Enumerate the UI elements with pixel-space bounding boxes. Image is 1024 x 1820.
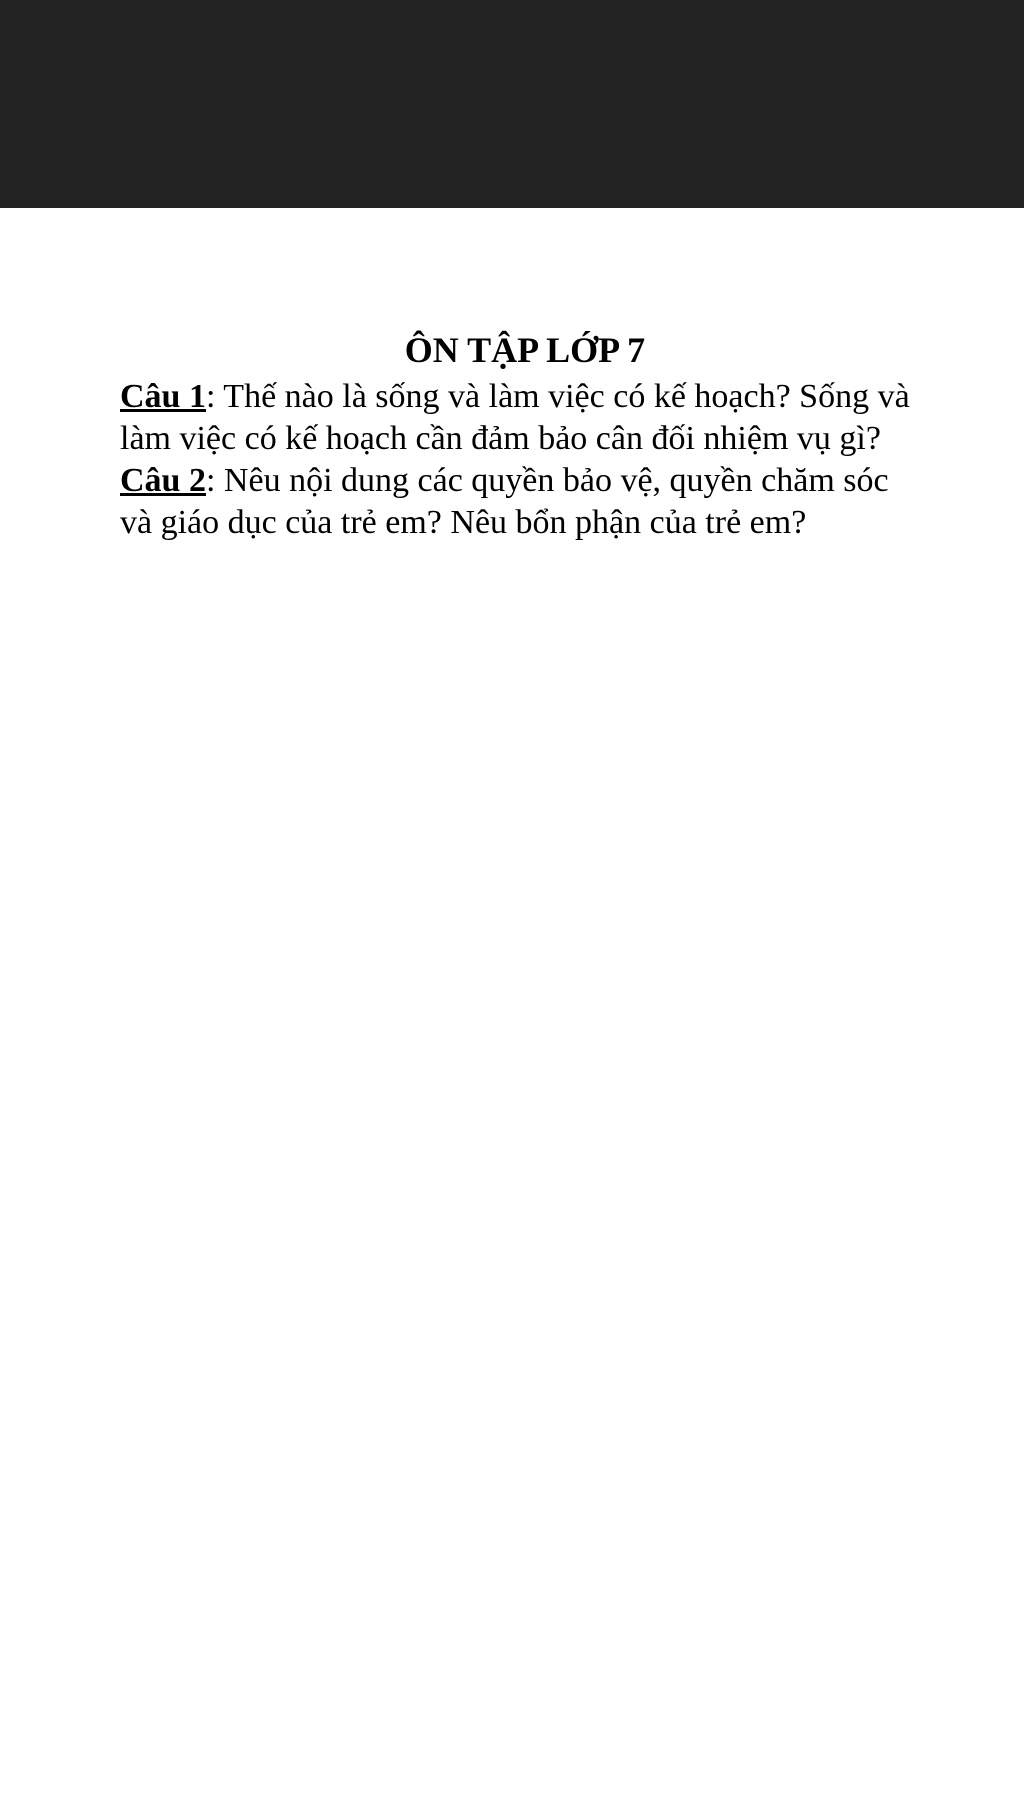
question-2-label: Câu 2 <box>120 462 206 499</box>
question-1-text: Thế nào là sống và làm việc có kế hoạch? Sống và làm việc có kế hoạch cần đảm bảo cân đối nhiệm vụ gì? <box>120 378 910 457</box>
document-page <box>0 208 1024 1820</box>
question-2-separator: : <box>205 462 216 499</box>
top-dark-bar <box>0 0 1024 208</box>
question-1 <box>120 376 910 460</box>
question-2 <box>120 460 910 544</box>
document-title: ÔN TẬP LỚP 7 <box>404 330 646 370</box>
document-content <box>120 328 910 544</box>
question-1-label: Câu 1 <box>120 378 206 415</box>
question-2-text: Nêu nội dung các quyền bảo vệ, quyền chăm sóc và giáo dục của trẻ em? Nêu bổn phận của trẻ em? <box>120 462 889 541</box>
question-1-separator: : <box>205 378 216 415</box>
